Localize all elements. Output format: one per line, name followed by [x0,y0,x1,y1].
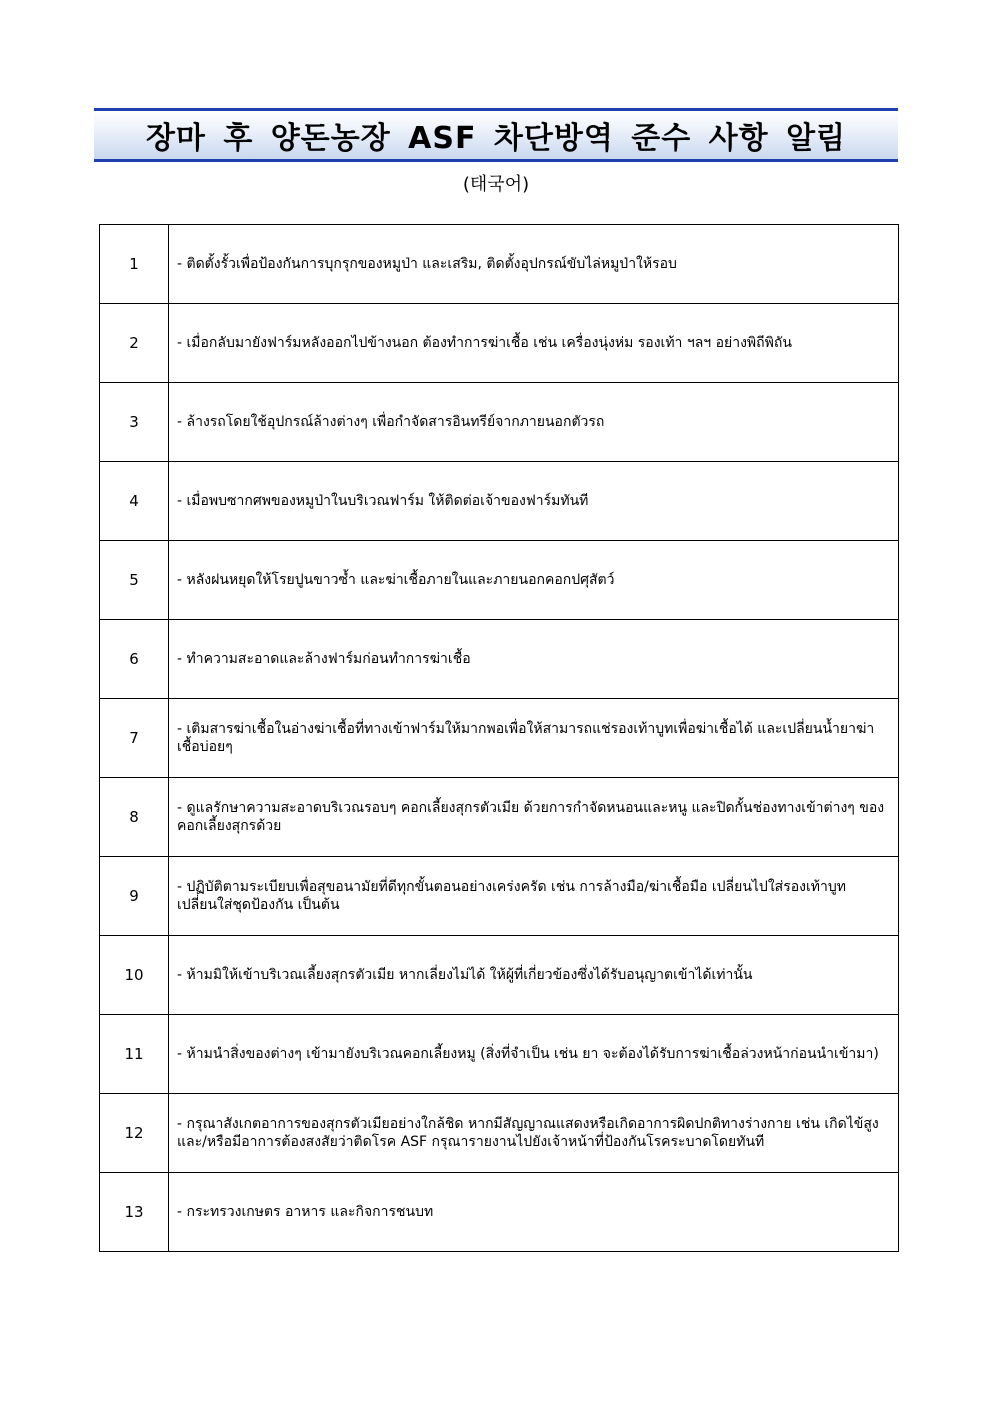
table-row [100,936,899,1015]
row-number: 3 [100,383,169,462]
table-row [100,857,899,936]
table-row [100,1094,899,1173]
row-number: 9 [100,857,169,936]
row-text: - กระทรวงเกษตร อาหาร และกิจการชนบท [177,1204,434,1220]
row-cell [169,936,899,1015]
title-banner [94,108,898,162]
table-row [100,1015,899,1094]
row-number: 6 [100,620,169,699]
row-cell [169,462,899,541]
table-row [100,699,899,778]
row-cell [169,1015,899,1094]
row-text: - ดูแลรักษาความสะอาดบริเวณรอบๆ คอกเลี้ยงสุกรตัวเมีย ด้วยการกำจัดหนอนและหนู และปิดกั้นช่องทางเข้าต่างๆ ของคอกเลี้ยงสุกรด้วย [177,800,885,834]
document-title: 장마 후 양돈농장 ASF 차단방역 준수 사항 알림 [145,121,847,156]
row-number: 1 [100,225,169,304]
row-text: - ติดตั้งรั้วเพื่อป้องกันการบุกรุกของหมูป่า และเสริม, ติดตั้งอุปกรณ์ขับไล่หมูป่าให้รอบ [177,256,677,272]
row-cell [169,225,899,304]
row-text: - ปฏิบัติตามระเบียบเพื่อสุขอนามัยที่ดีทุกขั้นตอนอย่างเคร่งครัด เช่น การล้างมือ/ฆ่าเชื้อมือ เปลี่ยนไปใส่รองเท้าบูท เปลี่ยนใส่ชุดป้องกัน เป็นต้น [177,879,846,913]
table-row [100,462,899,541]
row-number: 8 [100,778,169,857]
table-row [100,383,899,462]
row-cell [169,1173,899,1252]
row-cell [169,541,899,620]
row-number: 11 [100,1015,169,1094]
row-number: 4 [100,462,169,541]
row-text: - ล้างรถโดยใช้อุปกรณ์ล้างต่างๆ เพื่อกำจัดสารอินทรีย์จากภายนอกตัวรถ [177,414,605,430]
row-text: - เมื่อกลับมายังฟาร์มหลังออกไปข้างนอก ต้องทำการฆ่าเชื้อ เช่น เครื่องนุ่งห่ม รองเท้า ฯลฯ อย่างพิถีพิถัน [177,335,792,351]
row-number: 5 [100,541,169,620]
row-cell [169,620,899,699]
language-subtitle: (태국어) [462,174,530,195]
row-cell [169,699,899,778]
row-number: 2 [100,304,169,383]
table-row [100,778,899,857]
row-number: 10 [100,936,169,1015]
row-text: - หลังฝนหยุดให้โรยปูนขาวซ้ำ และฆ่าเชื้อภายในและภายนอกคอกปศุสัตว์ [177,572,615,588]
row-text: - ห้ามมิให้เข้าบริเวณเลี้ยงสุกรตัวเมีย หากเลี่ยงไม่ได้ ให้ผู้ที่เกี่ยวข้องซึ่งได้รับอนุญาตเข้าได้เท่านั้น [177,967,753,983]
table-row [100,541,899,620]
table-row [100,1173,899,1252]
row-cell [169,1094,899,1173]
row-text: - ห้ามนำสิ่งของต่างๆ เข้ามายังบริเวณคอกเลี้ยงหมู (สิ่งที่จำเป็น เช่น ยา จะต้องได้รับการฆ่าเชื้อล่วงหน้าก่อนนำเข้ามา) [177,1046,879,1062]
row-cell [169,304,899,383]
row-text: - กรุณาสังเกตอาการของสุกรตัวเมียอย่างใกล้ชิด หากมีสัญญาณแสดงหรือเกิดอาการผิดปกติทางร่างกาย เช่น เกิดไข้สูง และ/หรือมีอาการต้องสงสัยว่าติดโรค ASF กรุณารายงานไปยังเจ้าหน้าที่ป้องกันโรคระบาดโดยทันที [177,1116,879,1150]
row-text: - ทำความสะอาดและล้างฟาร์มก่อนทำการฆ่าเชื้อ [177,651,471,667]
table-row [100,620,899,699]
row-number: 7 [100,699,169,778]
row-cell [169,857,899,936]
row-text: - เติมสารฆ่าเชื้อในอ่างฆ่าเชื้อที่ทางเข้าฟาร์มให้มากพอเพื่อให้สามารถแช่รองเท้าบูทเพื่อฆ่าเชื้อได้ และเปลี่ยนน้ำยาฆ่าเชื้อบ่อยๆ [177,721,875,755]
table-row [100,225,899,304]
notice-table [99,224,899,1252]
row-cell [169,778,899,857]
row-number: 13 [100,1173,169,1252]
table-row [100,304,899,383]
row-number: 12 [100,1094,169,1173]
row-cell [169,383,899,462]
row-text: - เมื่อพบซากศพของหมูป่าในบริเวณฟาร์ม ให้ติดต่อเจ้าของฟาร์มทันที [177,493,589,509]
